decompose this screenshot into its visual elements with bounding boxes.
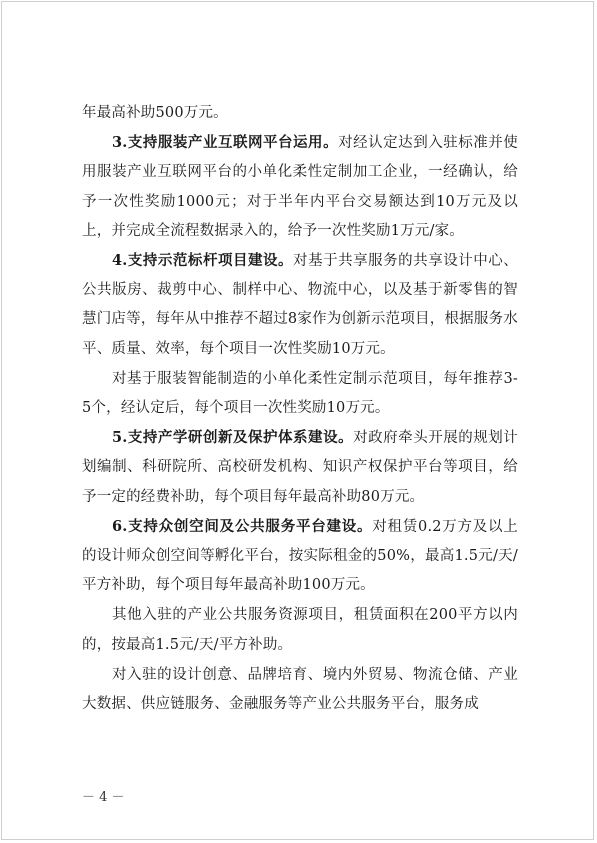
paragraph-8 <box>82 660 518 719</box>
paragraph-7 <box>82 600 518 659</box>
paragraph-2-text: 对经认定达到入驻标准并使用服装产业互联网平台的小单化柔性定制加工企业，一经确认，给予一次性奖励1000元；对于半年内平台交易额达到10万元及以上，并完成全流程数据录入的，给予一次性奖励1万元/家。 <box>82 135 518 239</box>
paragraph-5 <box>82 423 518 512</box>
paragraph-6-text: 对租赁0.2万方及以上的设计师众创空间等孵化平台，按实际租金的50%，最高1.5元/天/平方补助，每个项目每年最高补助100万元。 <box>82 518 518 594</box>
paragraph-5-heading: 5.支持产学研创新及保护体系建设。 <box>112 429 354 447</box>
paragraph-6 <box>82 512 518 601</box>
paragraph-7-text: 其他入驻的产业公共服务资源项目，租赁面积在200平方以内的，按最高1.5元/天/平方补助。 <box>82 607 518 653</box>
paragraph-4 <box>82 364 518 423</box>
paragraph-5-text: 对政府牵头开展的规划计划编制、科研院所、高校研发机构、知识产权保护平台等项目，给予一定的经费补助，每个项目每年最高补助80万元。 <box>82 430 518 505</box>
paragraph-3 <box>82 246 518 364</box>
paragraph-6-heading: 6.支持众创空间及公共服务平台建设。 <box>112 517 373 535</box>
paragraph-1 <box>82 98 518 128</box>
paragraph-1-text: 年最高补助500万元。 <box>82 105 228 121</box>
page-number: － 4 － <box>82 790 125 805</box>
document-body <box>82 98 518 719</box>
paragraph-2-heading: 3.支持服装产业互联网平台运用。 <box>112 134 339 152</box>
paragraph-3-heading: 4.支持示范标杆项目建设。 <box>112 252 294 270</box>
paragraph-8-text: 对入驻的设计创意、品牌培育、境内外贸易、物流仓储、产业大数据、供应链服务、金融服务等产业公共服务平台，服务成 <box>82 666 518 713</box>
paragraph-4-text: 对基于服装智能制造的小单化柔性定制示范项目，每年推荐3-5个，经认定后，每个项目一次性奖励10万元。 <box>82 370 518 417</box>
paragraph-3-text: 对基于共享服务的共享设计中心、公共版房、裁剪中心、制样中心、物流中心，以及基于新零售的智慧门店等，每年从中推荐不超过8家作为创新示范项目，根据服务水平、质量、效率，每个项目一次性奖励10万元。 <box>82 253 518 357</box>
paragraph-2 <box>82 128 518 246</box>
